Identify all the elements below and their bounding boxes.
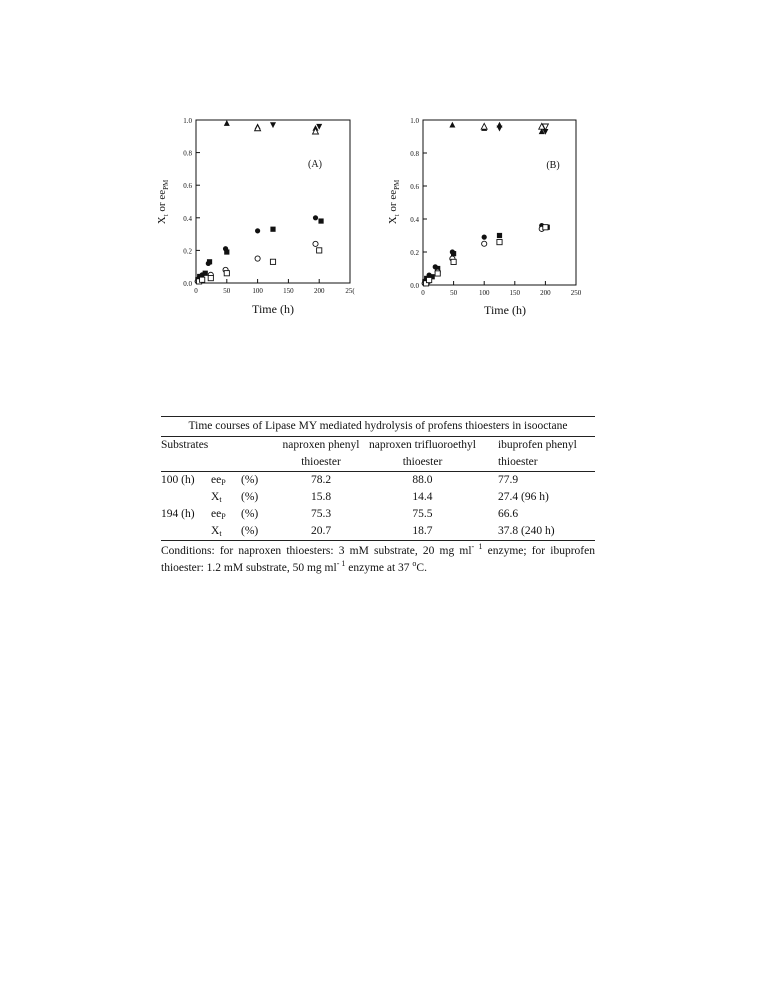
data-point [451, 259, 456, 264]
row-unit: (%) [241, 508, 259, 520]
row-value-1: 75.3 [310, 508, 332, 520]
data-point [497, 240, 502, 245]
plot-a-frame [196, 120, 350, 283]
data-point [451, 251, 456, 256]
data-point [208, 276, 213, 281]
row-time: 100 (h) [161, 474, 195, 486]
data-point [497, 233, 502, 238]
y-tick-label: 0.0 [183, 280, 192, 288]
table-caption: Time courses of Lipase MY mediated hydrolysis of profens thioesters in isooctane [188, 420, 568, 432]
row-time: 194 (h) [161, 508, 195, 520]
y-tick-label: 0.8 [183, 149, 192, 158]
row-value-1: 20.7 [310, 525, 332, 537]
table-header-row-2 [161, 454, 595, 472]
data-point [481, 123, 487, 129]
data-point [203, 271, 208, 276]
plot-b-y-ticks [410, 117, 427, 290]
plot-b-marks [422, 122, 550, 286]
data-point [270, 227, 275, 232]
x-tick-label: 150 [509, 289, 521, 297]
table-header-row [161, 437, 595, 454]
header-col2-line1: naproxen trifluoroethyl [369, 439, 476, 451]
data-point [313, 215, 318, 220]
data-point [313, 241, 318, 246]
plot-b-panel-label: (B) [546, 160, 560, 171]
plot-b [380, 110, 600, 330]
row-value-2: 88.0 [412, 474, 433, 486]
header-col3-line1: ibuprofen phenyl [497, 439, 577, 451]
data-point [270, 259, 275, 264]
y-tick-label: 1.0 [410, 117, 419, 125]
row-param: $ee_P$ [211, 508, 226, 521]
row-value-3: 27.4 (96 h) [497, 491, 549, 503]
table-row [161, 489, 595, 506]
header-col2-line2: thioester [402, 456, 443, 468]
data-point [482, 241, 487, 246]
data-point [224, 249, 229, 254]
row-time [161, 489, 211, 506]
plot-a-y-axis-label: $X_t$ or $ee_{PM}$ [156, 179, 170, 225]
row-value-3: 66.6 [497, 508, 519, 520]
series-square-open [423, 225, 548, 286]
y-tick-label: 0.2 [410, 249, 419, 257]
row-value-2: 14.4 [412, 491, 433, 503]
row-param: $ee_P$ [211, 474, 226, 487]
series-tri-up-filled [224, 120, 319, 131]
y-tick-label: 0.8 [410, 150, 419, 158]
row-param: $X_t$ [211, 525, 222, 538]
table-row [161, 506, 595, 523]
row-unit: (%) [241, 525, 259, 537]
data-point [270, 122, 276, 128]
row-value-2: 18.7 [412, 525, 433, 537]
data-point [200, 277, 205, 282]
data-point [224, 120, 230, 126]
header-col1-line1: naproxen phenyl [282, 439, 360, 451]
x-tick-label: 50 [223, 287, 231, 295]
series-tri-up-open [255, 125, 319, 134]
row-unit: (%) [241, 491, 259, 503]
plot-b-x-axis-label: Time (h) [484, 303, 526, 317]
data-point [318, 218, 323, 223]
row-time [161, 523, 211, 541]
table-conditions-note: Conditions: for naproxen thioesters: 3 mM substrate, 20 mg $ml^{- 1}$ enzyme; for ibuprofen thioester: 1.2 mM substrate, 50 mg $ml^{- 1}$ enzyme at 37 $^o$C. [161, 542, 595, 574]
header-col1-line2: thioester [301, 456, 341, 468]
series-square-open [196, 248, 321, 284]
row-unit: (%) [241, 474, 259, 486]
table-body [161, 437, 595, 541]
plot-a-marks [195, 120, 324, 284]
y-tick-label: 0.6 [410, 183, 419, 191]
data-point [224, 271, 229, 276]
y-tick-label: 0.4 [183, 214, 192, 223]
results-table [161, 416, 595, 577]
x-tick-label: 100 [478, 289, 490, 297]
data-point [435, 271, 440, 276]
data-point [543, 225, 548, 230]
series-square-filled [195, 218, 323, 282]
x-tick-label: 100 [252, 287, 263, 295]
plot-a-x-axis-label: Time (h) [252, 302, 294, 316]
x-tick-label: 250 [570, 289, 582, 297]
x-tick-label: 150 [283, 287, 294, 295]
row-value-3: 77.9 [497, 474, 519, 486]
row-value-1: 78.2 [310, 474, 332, 486]
y-tick-label: 0.2 [183, 247, 192, 256]
header-spacer [161, 454, 273, 472]
header-substrates: Substrates [161, 439, 209, 451]
y-tick-label: 0.6 [183, 182, 192, 191]
data-point [427, 277, 432, 282]
y-tick-label: 0.0 [410, 282, 419, 290]
row-value-3: 37.8 (240 h) [497, 525, 555, 537]
row-param: $X_t$ [211, 491, 222, 504]
series-tri-up-filled [449, 122, 544, 134]
data-point [207, 259, 212, 264]
row-value-2: 75.5 [412, 508, 433, 520]
data-point [482, 235, 487, 240]
plot-a-panel-label: (A) [308, 159, 322, 170]
x-tick-label: 50 [450, 289, 458, 297]
x-tick-label: 0 [421, 289, 425, 297]
plot-b-y-axis-label: $X_t$ or $ee_{PM}$ [387, 179, 401, 225]
series-square-filled [422, 225, 550, 285]
data-point [255, 228, 260, 233]
x-tick-label: 200 [540, 289, 551, 297]
data-point [497, 126, 503, 132]
x-tick-label: 0 [194, 287, 198, 295]
plot-b-frame [423, 120, 576, 285]
data-point [255, 256, 260, 261]
data-point [317, 248, 322, 253]
x-tick-label: 200 [313, 287, 325, 295]
plot-b-x-ticks [421, 281, 582, 297]
header-col3-line2: thioester [497, 456, 538, 468]
y-tick-label: 0.4 [410, 216, 419, 224]
y-tick-label: 1.0 [183, 117, 192, 125]
plot-a-y-ticks [183, 117, 200, 288]
table-row [161, 472, 595, 490]
plot-a-x-ticks [194, 279, 355, 295]
row-value-1: 15.8 [310, 491, 332, 503]
plot-a [150, 110, 365, 330]
series-tri-up-open [481, 123, 545, 129]
table-row [161, 523, 595, 541]
data-point [449, 122, 455, 128]
series-circle-filled [422, 223, 545, 286]
x-tick-label: 25( [345, 287, 355, 295]
